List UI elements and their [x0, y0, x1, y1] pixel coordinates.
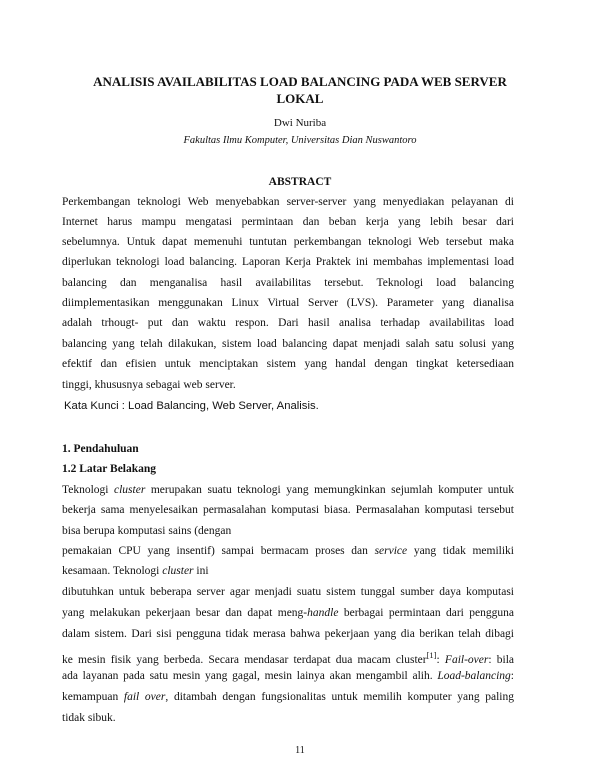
section-heading: 1. Pendahuluan: [62, 443, 139, 455]
paper-title: [60, 73, 540, 107]
body-line: Teknologi cluster merupakan suatu teknologi yang memungkinkan sejumlah komputer untuk: [62, 484, 514, 496]
body-line: tidak sibuk.: [62, 712, 116, 724]
page-number: 11: [295, 745, 305, 756]
subsection-heading: 1.2 Latar Belakang: [62, 463, 157, 475]
body-line: yang melakukan pekerjaan besar dan dapat meng-handle berbagai permintaan dari pengguna: [62, 607, 514, 619]
body-line: dalam sistem. Dari sisi pengguna tidak merasa bahwa pekerjaan yang dia berikan telah dibagi: [62, 628, 514, 640]
author-affiliation: Fakultas Ilmu Komputer, Universitas Dian Nuswantoro: [183, 135, 417, 146]
abstract-line: efektif dan efisien untuk menciptakan sistem yang handal dengan tingkat ketersediaan: [62, 358, 514, 370]
body-line: bisa berupa komputasi sains (dengan: [62, 525, 232, 537]
abstract-line: balancing yang telah dilakukan, sistem load balancing dapat menjadi salah satu solusi yang: [62, 338, 514, 350]
title-line-2: LOKAL: [276, 91, 324, 106]
citation-ref[interactable]: [1]: [426, 650, 437, 660]
abstract-line: diimplementasikan menggunakan Linux Virtual Server (LVS). Parameter yang dianalisa: [62, 297, 514, 309]
abstract-line: sebelumnya. Untuk dapat memenuhi tuntutan perkembangan teknologi Web tersebut maka: [62, 236, 514, 248]
body-line: bekerja sama menyelesaikan permasalahan komputasi biasa. Permasalahan komputasi tersebut: [62, 504, 514, 516]
body-line: kemampuan fail over, ditambah dengan fungsionalitas untuk memilih komputer yang paling: [62, 691, 515, 703]
body-line: dibutuhkan untuk beberapa server agar menjadi suatu sistem tunggal sumber daya komputasi: [62, 586, 514, 598]
body-line: ada layanan pada satu mesin yang gagal, mesin lainya akan mengambil alih. Load-balancing:: [62, 670, 514, 682]
abstract-line: tinggi, khususnya sebagai web server.: [62, 379, 236, 391]
abstract-line: adalah trhougt- put dan waktu respon. Dari hasil analisa terhadap availabilitas load: [62, 317, 514, 329]
abstract-line: Internet harus mampu mengatasi permintaan dan beban kerja yang lebih besar dari: [62, 216, 514, 228]
abstract-heading: ABSTRACT: [268, 176, 332, 188]
body-line: pemakaian CPU yang insentif) sampai bermacam proses dan service yang tidak memiliki: [62, 545, 515, 557]
title-line-1: ANALISIS AVAILABILITAS LOAD BALANCING PADA WEB SERVER: [93, 74, 507, 89]
abstract-line: balancing dan menganalisa hasil availabilitas tersebut. Teknologi load balancing: [62, 277, 514, 289]
keywords: Kata Kunci : Load Balancing, Web Server, Analisis.: [64, 400, 319, 412]
body-line: kesamaan. Teknologi cluster ini: [62, 565, 209, 577]
abstract-line: diperlukan teknologi load balancing. Laporan Kerja Praktek ini membahas implementasi load: [62, 256, 514, 268]
abstract-line: Perkembangan teknologi Web menyebabkan server-server yang menyediakan pelayanan di: [62, 196, 514, 208]
author-name: Dwi Nuriba: [273, 117, 327, 129]
body-line: ke mesin fisik yang berbeda. Secara mendasar terdapat dua macam cluster[1]: Fail-over: bila: [62, 650, 514, 666]
